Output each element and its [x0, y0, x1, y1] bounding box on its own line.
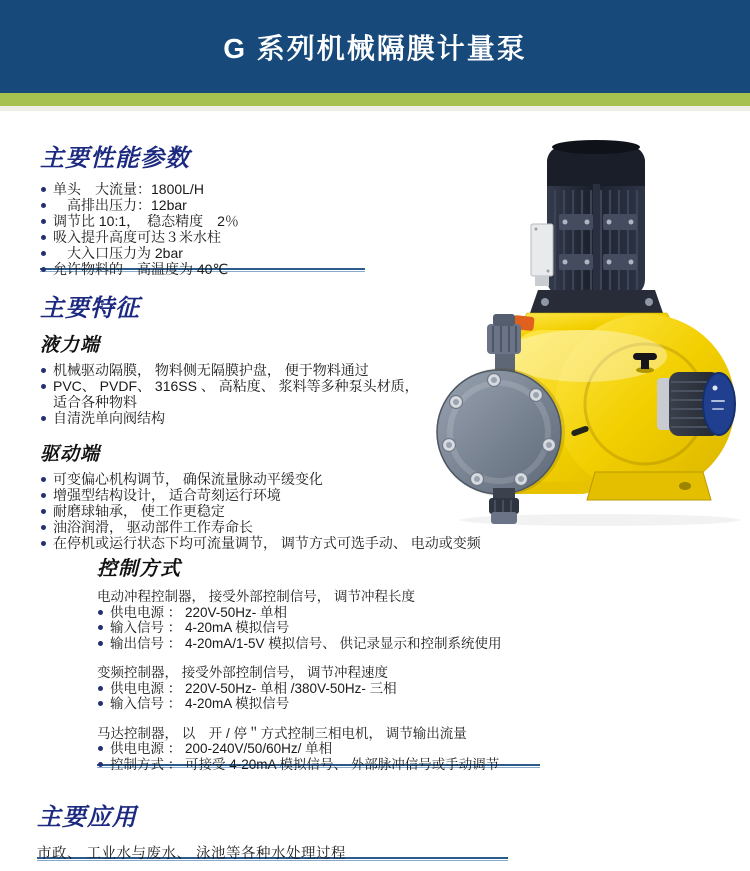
- spec-item: 调节比 10:1， 稳态精度 2％: [40, 213, 460, 229]
- control-group-stroke: [97, 589, 573, 651]
- section-applications: [37, 797, 557, 863]
- control-item: 供电电源 ： 220V-50Hz- 单相 /380V-50Hz- 三相: [97, 681, 573, 697]
- drive-list: [40, 471, 588, 551]
- control-group-motor: [97, 726, 573, 773]
- accent-bar-shadow: [0, 106, 750, 111]
- control-group-vfd: [97, 665, 573, 712]
- page-header: [0, 0, 750, 93]
- feature-item: 可变偏心机构调节， 确保流量脉动平缓变化: [40, 471, 588, 487]
- section-title-control: 控制方式: [97, 558, 181, 580]
- feature-item: 增强型结构设计， 适合苛刻运行环境: [40, 487, 588, 503]
- control-list: [97, 605, 573, 652]
- spec-item: 允许物料的 高温度为 40℃: [40, 261, 460, 277]
- feature-item: 机械驱动隔膜， 物料侧无隔膜护盘， 便于物料通过: [40, 362, 435, 378]
- control-item: 供电电源 ： 200-240V/50/60Hz/ 单相: [97, 741, 573, 757]
- control-intro: 马达控制器， 以 开 / 停＂方式控制三相电机， 调节输出流量: [97, 725, 467, 741]
- hydraulic-list: [40, 362, 435, 426]
- control-item: 输入信号 ： 4-20mA 模拟信号: [97, 696, 573, 712]
- feature-item: 自清洗单向阀结构: [40, 410, 435, 426]
- spec-item: 大入口压力为 2bar: [40, 245, 460, 261]
- control-list: [97, 741, 573, 772]
- applications-text: 市政、 工业水与废水、 泳池等各种水处理过程: [37, 846, 347, 862]
- control-intro: 变频控制器， 接受外部控制信号， 调节冲程速度: [97, 665, 389, 680]
- section-control: [97, 552, 573, 786]
- feature-item: PVC、 PVDF、 316SS 、 高粘度、 浆料等多种泵头材质， 适合各种物料: [40, 378, 435, 410]
- control-list: [97, 681, 573, 712]
- pump-adjust-knob: [657, 372, 735, 436]
- control-intro: 电动冲程控制器， 接受外部控制信号， 调节冲程长度: [97, 589, 416, 604]
- feature-item: 耐磨球轴承， 使工作更稳定: [40, 503, 588, 519]
- control-item: 供电电源 ： 220V-50Hz- 单相: [97, 605, 573, 621]
- section-title-applications: 主要应用: [37, 804, 137, 831]
- feature-item: 油浴润滑， 驱动部件工作寿命长: [40, 519, 588, 535]
- spec-item: 单头 大流量：1800L/H: [40, 181, 460, 197]
- section-performance: [40, 138, 460, 277]
- section-title-performance: 主要性能参数: [40, 145, 190, 172]
- subsection-title-hydraulic: 液力端: [40, 335, 101, 356]
- page-title: G 系列机械隔膜计量泵: [223, 32, 527, 64]
- accent-bar: [0, 93, 750, 106]
- spec-item: 高排出压力：12bar: [40, 197, 460, 213]
- section-features: [40, 288, 600, 551]
- subsection-title-drive: 驱动端: [40, 444, 101, 465]
- control-item: 输入信号 ： 4-20mA 模拟信号: [97, 620, 573, 636]
- section-title-features: 主要特征: [40, 295, 140, 322]
- performance-list: [40, 181, 460, 277]
- control-item: 控制方式 ： 可接受 4-20mA 模拟信号、 外部脉冲信号或手动调节: [97, 757, 573, 773]
- control-item: 输出信号 ： 4-20mA/1-5V 模拟信号、 供记录显示和控制系统使用: [97, 636, 573, 652]
- spec-item: 吸入提升高度可达３米水柱: [40, 229, 460, 245]
- feature-item: 在停机或运行状态下均可流量调节， 调节方式可选手动、 电动或变频: [40, 535, 588, 551]
